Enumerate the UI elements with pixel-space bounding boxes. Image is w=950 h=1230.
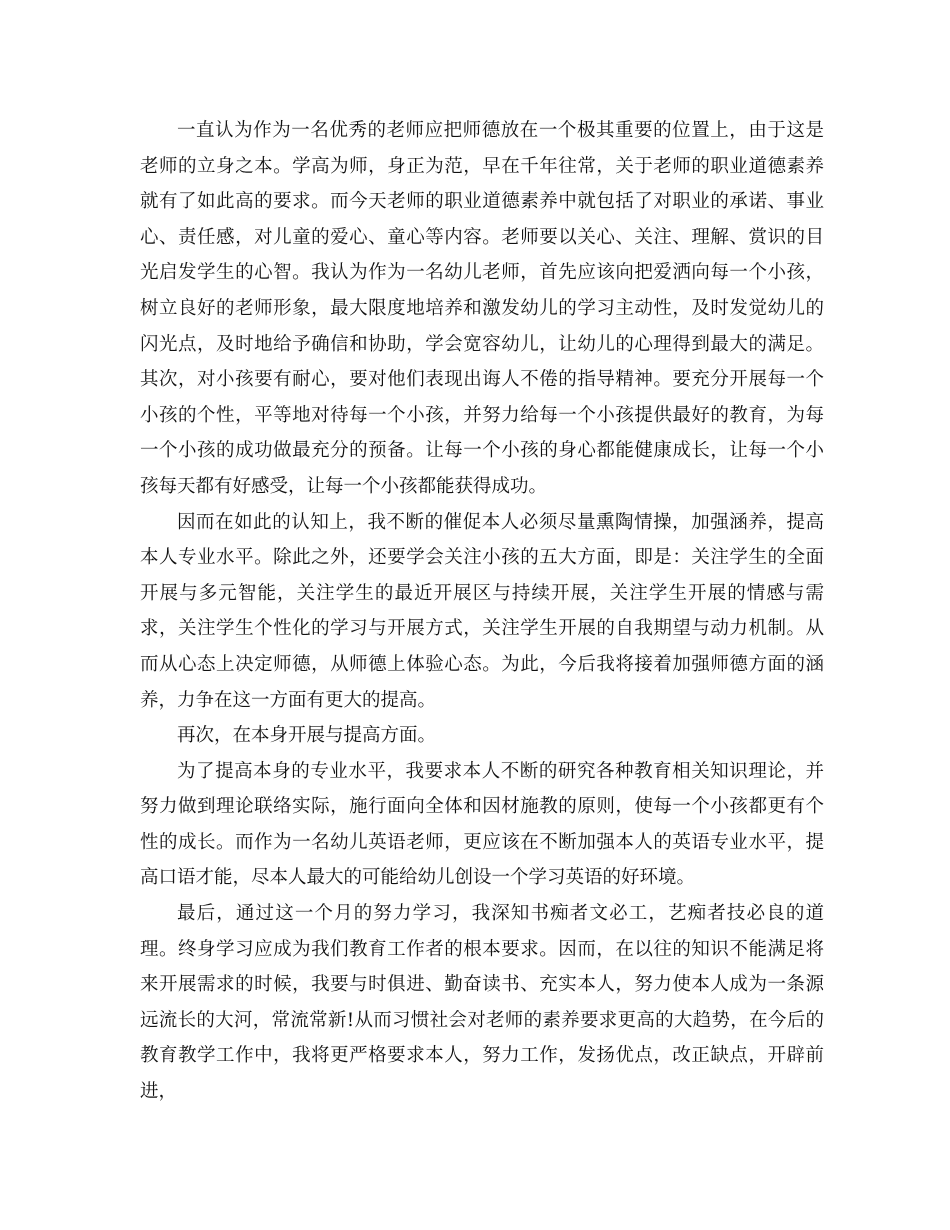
paragraph-3: 再次，在本身开展与提高方面。 <box>177 725 437 747</box>
paragraph-4: 为了提高本身的专业水平，我要求本人不断的研究各种教育相关知识理论，并努力做到理论联络实际，施行面向全体和因材施教的原则，使每一个小孩都更有个性的成长。而作为一名幼儿英语老师，更应该在不断加强本人的英语专业水平，提高口语才能，尽本人最大的可能给幼儿创设一个学习英语的好环境。 <box>140 760 824 889</box>
paragraph-1: 一直认为作为一名优秀的老师应把师德放在一个极其重要的位置上，由于这是老师的立身之本。学高为师，身正为范，早在千年往常，关于老师的职业道德素养就有了如此高的要求。而今天老师的职业道德素养中就包括了对职业的承诺、事业心、责任感，对儿童的爱心、童心等内容。老师要以关心、关注、理解、赏识的目光启发学生的心智。我认为作为一名幼儿老师，首先应该向把爱洒向每一个小孩，树立良好的老师形象，最大限度地培养和激发幼儿的学习主动性，及时发觉幼儿的闪光点，及时地给予确信和协助，学会宽容幼儿，让幼儿的心理得到最大的满足。其次，对小孩要有耐心，要对他们表现出诲人不倦的指导精神。要充分开展每一个小孩的个性，平等地对待每一个小孩，并努力给每一个小孩提供最好的教育，为每一个小孩的成功做最充分的预备。让每一个小孩的身心都能健康成长，让每一个小孩每天都有好感受，让每一个小孩都能获得成功。 <box>140 120 824 497</box>
body-text <box>140 113 824 1110</box>
paragraph-5: 最后，通过这一个月的努力学习，我深知书痴者文必工，艺痴者技必良的道理。终身学习应成为我们教育工作者的根本要求。因而，在以往的知识不能满足将来开展需求的时候，我要与时俱进、勤奋读书、充实本人，努力使本人成为一条源远流长的大河，常流常新!从而习惯社会对老师的素养要求更高的大趋势，在今后的教育教学工作中，我将更严格要求本人，努力工作，发扬优点，改正缺点，开辟前进， <box>140 903 824 1103</box>
paragraph-2: 因而在如此的认知上，我不断的催促本人必须尽量熏陶情操，加强涵养，提高本人专业水平。除此之外，还要学会关注小孩的五大方面，即是：关注学生的全面开展与多元智能，关注学生的最近开展区与持续开展，关注学生开展的情感与需求，关注学生个性化的学习与开展方式，关注学生开展的自我期望与动力机制。从而从心态上决定师德，从师德上体验心态。为此，今后我将接着加强师德方面的涵养，力争在这一方面有更大的提高。 <box>140 511 824 711</box>
